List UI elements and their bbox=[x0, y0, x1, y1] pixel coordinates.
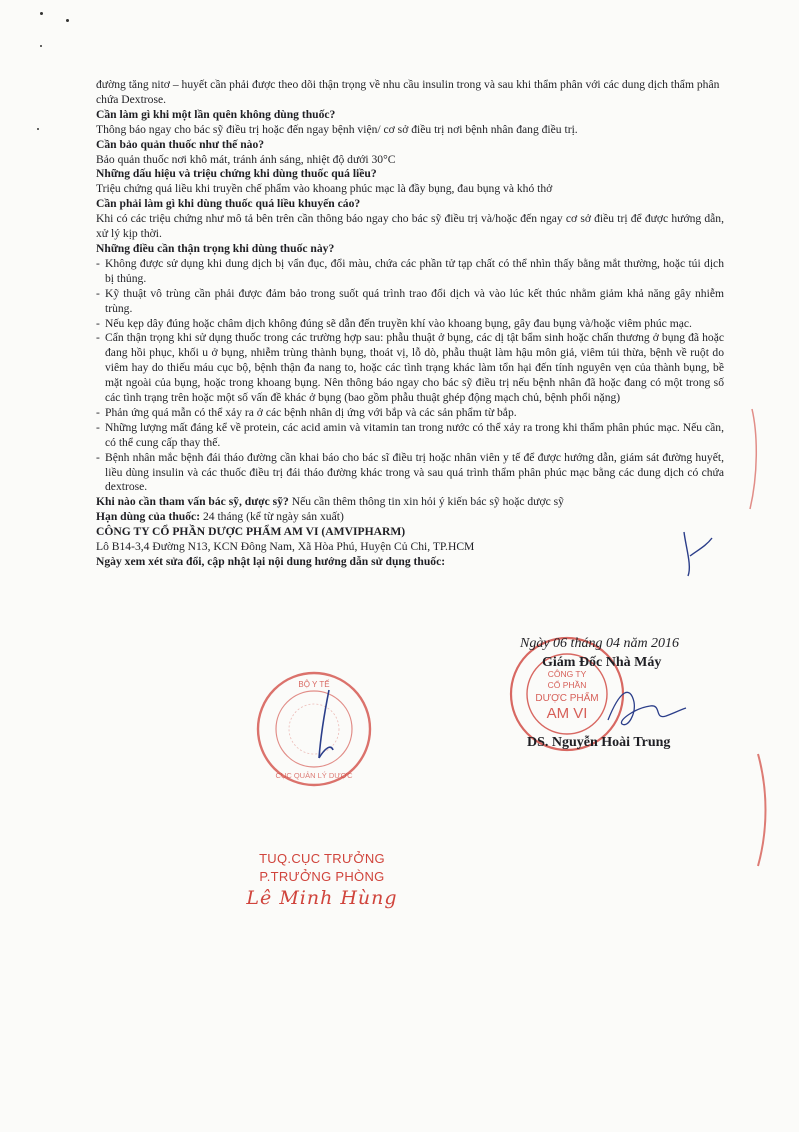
caution-item-text: Những lượng mất đáng kể về protein, các acid amin và vitamin tan trong nước có thể xảy ra trong khi thẩm phân phúc mạc. Nếu cần, có thể cung cấp thay thế. bbox=[105, 420, 724, 449]
stamp-company-line1: CÔNG TY bbox=[547, 669, 587, 679]
review-date-label: Ngày xem xét sửa đổi, cập nhật lại nội dung hướng dẫn sử dụng thuốc: bbox=[96, 555, 446, 568]
scan-speck bbox=[40, 45, 42, 47]
question-overdose-action: Cần phải làm gì khi dùng thuốc quá liều khuyến cáo? bbox=[96, 197, 361, 211]
question-consult: Khi nào cần tham vấn bác sỹ, dược sỹ? bbox=[96, 495, 289, 509]
question-caution: Những điều cần thận trọng khi dùng thuốc này? bbox=[96, 241, 335, 255]
stamp-company-line4: AM VI bbox=[546, 705, 588, 722]
stamp-ministry-top: BỘ Y TẾ bbox=[298, 680, 330, 689]
caution-item-text: Kỹ thuật vô trùng cần phải được đảm bảo trong suốt quá trình trao đổi dịch và vào lúc kết thúc nhằm giảm khả năng gây nhiễm trùng. bbox=[105, 286, 724, 315]
company-name: CÔNG TY CỔ PHẦN DƯỢC PHẨM AM VI (AMVIPHARM) bbox=[96, 525, 406, 539]
answer-forget-dose: Thông báo ngay cho bác sỹ điều trị hoặc đến ngay bệnh viện/ cơ sở điều trị nơi bệnh nhân đang điều trị. bbox=[96, 122, 578, 136]
answer-overdose-signs: Triệu chứng quá liều khi truyền chế phẩm vào khoang phúc mạc là đầy bụng, đau bụng và khó thở bbox=[96, 182, 553, 196]
stamp-company-line3: DƯỢC PHẨM bbox=[535, 693, 599, 704]
caution-item-text: Nếu kẹp dây đúng hoặc châm dịch không đúng sẽ dẫn đến truyền khí vào khoang bụng, gây đau bụng và/hoặc viêm phúc mạc. bbox=[105, 316, 692, 330]
caution-item: - Những lượng mất đáng kể về protein, các acid amin và vitamin tan trong nước có thể xảy ra trong khi thẩm phân phúc mạc. Nếu cần, có thể cung cấp thay thế. bbox=[96, 420, 724, 449]
stamp-edge-mark bbox=[738, 405, 762, 515]
approval-signature-name: Lê Minh Hùng bbox=[246, 887, 398, 909]
question-forget-dose: Cần làm gì khi một lần quên không dùng thuốc? bbox=[96, 107, 336, 121]
stamp-edge-mark bbox=[752, 750, 776, 870]
ministry-stamp bbox=[255, 670, 373, 788]
consult-line bbox=[96, 495, 724, 510]
caution-item-text: Không được sử dụng khi dung dịch bị vẩn đục, đổi màu, chứa các phần tử tạp chất có thể nhìn thấy bằng mắt thường, hoặc túi dịch bị thủng. bbox=[105, 256, 724, 285]
signature-date: Ngày 06 tháng 04 năm 2016 bbox=[520, 636, 680, 651]
answer-consult: Nếu cần thêm thông tin xin hỏi ý kiến bác sỹ hoặc dược sỹ bbox=[288, 495, 564, 509]
caution-item: - Cẩn thận trọng khi sử dụng thuốc trong các trường hợp sau: phẫu thuật ở bụng, các dị tật bẩm sinh hoặc chấn thương ở bụng đã hoặc đang hồi phục, khối u ở bụng, nhiễm trùng thành bụng, thoát vị, lỗ dò, phẫu thuật làm hậu môn giả, viêm túi thừa, bệnh về ruột do viêm hay do thiếu máu cục bộ, bệnh thận đa nang to, hoặc các tình trạng khác làm tổn hại đến tính nguyên vẹn của thành bụng, bề mặt ngoài của bụng, hoặc trong khoang bụng. Nên thông báo ngay cho bác sỹ điều trị nếu bệnh nhân đã hoặc đang có một trong số các tình trạng trên hoặc một số vấn đề khác ở bụng (bao gồm phẫu thuật ghép động mạch chủ, bệnh phổi nặng) bbox=[96, 331, 724, 405]
approval-line1: TUQ.CỤC TRƯỞNG bbox=[259, 851, 385, 866]
signature-name: DS. Nguyễn Hoài Trung bbox=[527, 735, 671, 750]
continued-paragraph: đường tăng nitơ – huyết cần phải được theo dõi thận trọng về nhu cầu insulin trong và sau khi thẩm phân với các dung dịch thẩm phân chứa Dextrose. bbox=[96, 78, 720, 106]
caution-item: - Phản ứng quá mẫn có thể xảy ra ở các bệnh nhân dị ứng với bắp và các sản phẩm từ bắp. bbox=[96, 406, 724, 421]
expiry-line bbox=[96, 510, 724, 525]
scan-speck bbox=[66, 19, 69, 22]
scan-speck bbox=[40, 12, 43, 15]
answer-storage: Bảo quản thuốc nơi khô mát, tránh ánh sáng, nhiệt độ dưới 30°C bbox=[96, 152, 396, 166]
signature-title: Giám Đốc Nhà Máy bbox=[542, 655, 662, 670]
stamp-company-line2: CỔ PHẦN bbox=[547, 680, 587, 690]
scan-speck bbox=[37, 128, 39, 130]
caution-item-text: Bệnh nhân mắc bệnh đái tháo đường cần khai báo cho bác sĩ điều trị hoặc nhân viên y tế để được hướng dẫn, giám sát đường huyết, liều dùng insulin và các thuốc điều trị đái tháo đường khác trong và sau quá trình thẩm phân phúc mạc bằng các dung dịch có chứa dextrose. bbox=[105, 450, 724, 494]
caution-item-text: Phản ứng quá mẫn có thể xảy ra ở các bệnh nhân dị ứng với bắp và các sản phẩm từ bắp. bbox=[105, 405, 517, 419]
leaflet-body bbox=[96, 78, 724, 570]
answer-overdose-action: Khi có các triệu chứng như mô tả bên trên cần thông báo ngay cho bác sỹ điều trị và/hoặc đến ngay cơ sở điều trị để được hướng dẫn, xử lý kịp thời. bbox=[96, 212, 724, 241]
caution-item-text: Cẩn thận trọng khi sử dụng thuốc trong các trường hợp sau: phẫu thuật ở bụng, các dị tật bẩm sinh hoặc chấn thương ở bụng đã hoặc đang hồi phục, khối u ở bụng, nhiễm trùng thành bụng, thoát vị, lỗ dò, phẫu thuật làm hậu môn giả, viêm túi thừa, bệnh về ruột do viêm hay do thiếu máu cục bộ, bệnh thận đa nang to, hoặc các tình trạng khác làm tổn hại đến tính nguyên vẹn của thành bụng, bề mặt ngoài của bụng, hoặc trong khoang bụng. Nên thông báo ngay cho bác sỹ điều trị nếu bệnh nhân đã hoặc đang có một trong số các tình trạng trên hoặc một số vấn đề khác ở bụng (bao gồm phẫu thuật ghép động mạch chủ, bệnh phổi nặng) bbox=[105, 331, 724, 405]
question-overdose-signs: Những dấu hiệu và triệu chứng khi dùng thuốc quá liều? bbox=[96, 167, 377, 181]
stamp-ministry-bottom: CỤC QUẢN LÝ DƯỢC bbox=[275, 771, 353, 780]
ink-mark bbox=[678, 520, 718, 580]
approval-block bbox=[232, 850, 412, 907]
company-address: Lô B14-3,4 Đường N13, KCN Đông Nam, Xã Hòa Phú, Huyện Củ Chi, TP.HCM bbox=[96, 540, 475, 554]
question-storage: Cần bảo quản thuốc như thế nào? bbox=[96, 137, 265, 151]
approval-line2: P.TRƯỞNG PHÒNG bbox=[259, 869, 385, 884]
caution-item: - Bệnh nhân mắc bệnh đái tháo đường cần khai báo cho bác sĩ điều trị hoặc nhân viên y tế để được hướng dẫn, giám sát đường huyết, liều dùng insulin và các thuốc điều trị đái tháo đường khác trong và sau quá trình thẩm phân phúc mạc bằng các dung dịch có chứa dextrose. bbox=[96, 450, 724, 494]
caution-item: - Kỹ thuật vô trùng cần phải được đảm bảo trong suốt quá trình trao đổi dịch và vào lúc kết thúc nhằm giảm khả năng gây nhiễm trùng. bbox=[96, 286, 724, 315]
director-signature bbox=[600, 680, 690, 740]
expiry-value: 24 tháng (kể từ ngày sản xuất) bbox=[200, 510, 344, 524]
caution-item: - Không được sử dụng khi dung dịch bị vẩn đục, đổi màu, chứa các phần tử tạp chất có thể nhìn thấy bằng mắt thường, hoặc túi dịch bị thủng. bbox=[96, 256, 724, 285]
caution-item: - Nếu kẹp dây đúng hoặc châm dịch không đúng sẽ dẫn đến truyền khí vào khoang bụng, gây đau bụng và/hoặc viêm phúc mạc. bbox=[96, 317, 724, 332]
expiry-label: Hạn dùng của thuốc: bbox=[96, 510, 201, 524]
